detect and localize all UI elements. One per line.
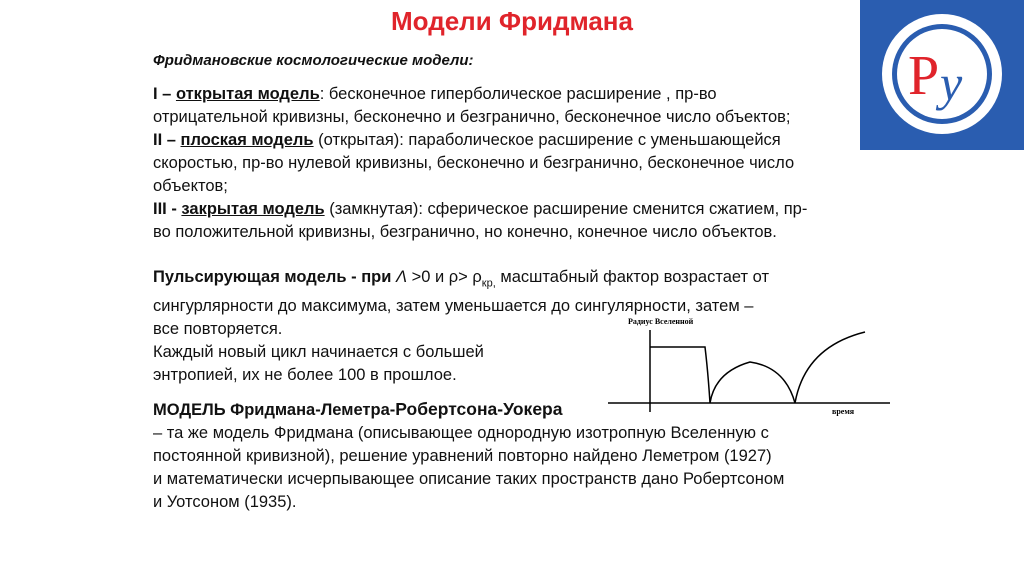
y-axis-label: Радиус Вселенной [628, 317, 694, 326]
section-subtitle: Фридмановские космологические модели: [153, 52, 474, 69]
svg-text:у: у [940, 55, 963, 111]
brand-logo [860, 0, 1024, 150]
x-axis-label: время [832, 407, 855, 416]
models-list [153, 83, 807, 244]
model-item: I – открытая модель: бесконечное гиперболическое расширение , пр-во отрицательной кривизны, бесконечно и безгранично, бесконечное число объектов; [153, 85, 791, 126]
curve-segment-3 [795, 332, 865, 403]
pulsing-model: Пульсирующая модель - при Λ >0 и $\rho> \rho_{кр,}$ масштабный фактор возрастает от сингурлярности до максимума, затем уменьшается до сингулярности, затем – все повторяется. Каждый новый цикл начинается с большей энтропией, их не более 100 в прошлое. [153, 268, 770, 385]
page-title: Модели Фридмана [391, 6, 633, 36]
model-item: III - закрытая модель (замкнутая): сферическое расширение сменится сжатием, пр- во положительной кривизны, безгранично, но конечно, конечное число объектов. [153, 200, 808, 241]
lemaitre-section: МОДЕЛЬ Фридмана-Леметра-Робертсона-Уокера – та же модель Фридмана (описывающее однородную изотропную Вселенную с постоянной кривизной), решение уравнений повторно найдено Леметром (1927) и математически исчерпывающее описание таких пространств дано Робертсоном и Уотсоном (1935). [153, 399, 785, 511]
curve-segment-2 [710, 362, 795, 403]
svg-text:Р: Р [908, 45, 940, 107]
model-item: II – плоская модель (открытая): параболическое расширение с уменьшающейся скоростью, пр-во нулевой кривизны, бесконечно и безгранично, бесконечное число объектов; [153, 131, 795, 195]
curve-segment-1 [650, 347, 710, 403]
